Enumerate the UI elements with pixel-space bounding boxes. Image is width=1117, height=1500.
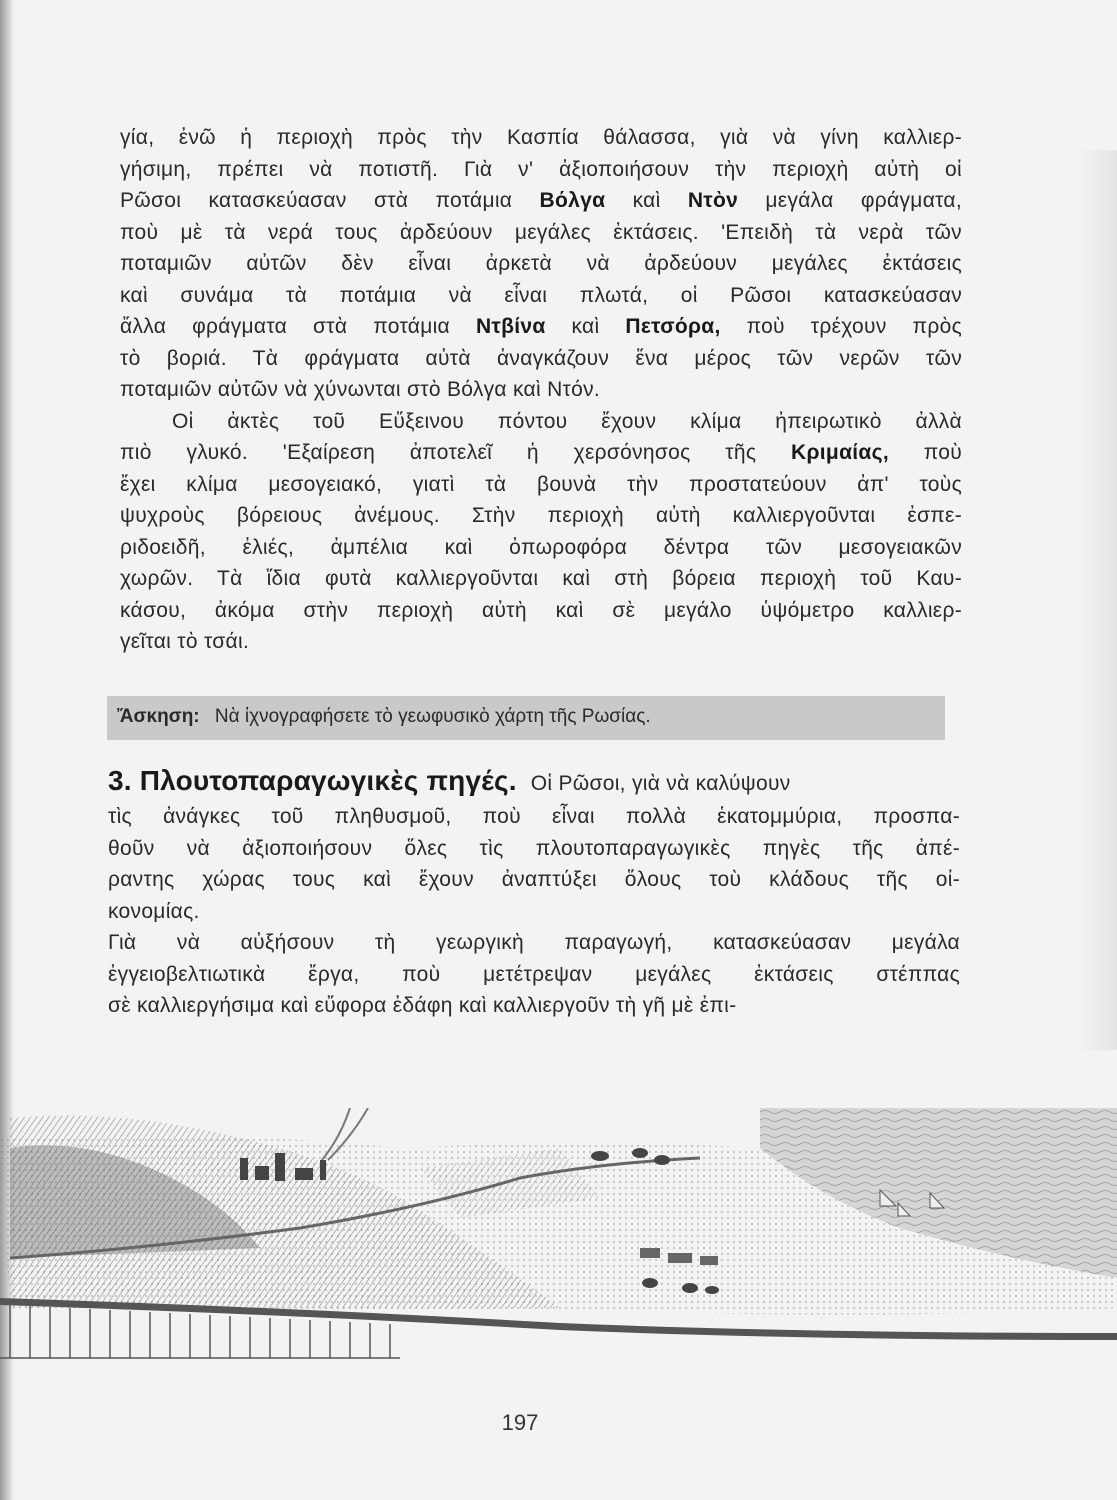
exercise-label: Ἄσκηση:	[117, 706, 200, 727]
section-paragraph-2	[108, 927, 960, 1022]
text-line: ραντης χώρας τους καὶ ἔχουν ἀναπτύξει ὅλους τοὺ κλάδους τῆς οἰ-	[108, 868, 960, 891]
text-line: ἄλλα φράγματα στὰ ποτάμια Ντβίνα καὶ Πετσόρα, ποὺ τρέχουν πρὸς	[120, 315, 962, 338]
text-line: γία, ἐνῶ ἡ περιοχὴ πρὸς τὴν Κασπία θάλασσα, γιὰ νὰ γίνη καλλιερ-	[120, 126, 962, 149]
text-line: κάσου, ἀκόμα στὴν περιοχὴ αὐτὴ καὶ σὲ μεγάλο ὑψόμετρο καλλιερ-	[120, 598, 962, 622]
section-natural-resources	[108, 765, 960, 1022]
page-number: 197	[501, 1410, 539, 1435]
text-line: τὸ βοριά. Τὰ φράγματα αὐτὰ ἀναγκάζουν ἕνα μέρος τῶν νερῶν τῶν	[120, 346, 962, 370]
text-line: Οἱ ἀκτὲς τοῦ Εὔξεινου πόντου ἔχουν κλίμα ἠπειρωτικὸ ἀλλὰ	[172, 409, 962, 433]
text-line: γήσιμη, πρέπει νὰ ποτιστῆ. Γιὰ ν' ἀξιοποιήσουν τὴν περιοχὴ αὐτὴ οἱ	[120, 157, 962, 181]
text-line: ποὺ μὲ τὰ νερά τους ἀρδεύουν μεγάλες ἐκτάσεις. 'Επειδὴ τὰ νερὰ τῶν	[120, 220, 962, 244]
main-text	[120, 122, 962, 658]
section-heading: 3. Πλουτοπαραγωγικὲς πηγές.	[108, 765, 517, 796]
section-paragraph-1	[108, 801, 960, 927]
text-line: ἐγγειοβελτιωτικὰ ἔργα, ποὺ μετέτρεψαν μεγάλες ἐκτάσεις στέππας	[108, 962, 960, 986]
text-line: ἔχει κλίμα μεσογειακό, γιατὶ τὰ βουνὰ τὴν προστατεύουν ἀπ' τοὺς	[120, 472, 962, 496]
section-heading-line	[108, 765, 960, 803]
text-line: σὲ καλλιεργήσιμα καὶ εὔφορα ἐδάφη καὶ καλλιεργοῦν τὴ γῆ μὲ ἐπι-	[108, 994, 737, 1017]
text-line: ψυχροὺς βόρειους ἀνέμους. Στὴν περιοχὴ αὐτὴ καλλιεργοῦνται ἐσπε-	[120, 504, 962, 527]
text-line: Ρῶσοι κατασκεύασαν στὰ ποτάμια Βόλγα καὶ Ντὸν μεγάλα φράγματα,	[120, 189, 963, 212]
section-first-line: Οἱ Ρῶσοι, γιὰ νὰ καλύψουν	[530, 772, 791, 795]
exercise-box	[107, 696, 945, 740]
bleed-through	[1077, 150, 1117, 1050]
text-line: Γιὰ νὰ αὐξήσουν τὴ γεωργικὴ παραγωγή, κατασκεύασαν μεγάλα	[108, 931, 960, 954]
paragraph-irrigation	[120, 122, 962, 406]
exercise-text: Νὰ ἰχνογραφήσετε τὸ γεωφυσικὸ χάρτη τῆς Ρωσίας.	[214, 706, 651, 727]
text-line: κονομίας.	[108, 899, 200, 923]
text-line: ποταμιῶν αὐτῶν δὲν εἶναι ἀρκετὰ νὰ ἀρδεύουν μεγάλες ἐκτάσεις	[120, 252, 962, 275]
text-line: ριδοειδῆ, ἐλιές, ἀμπέλια καὶ ὀπωροφόρα δέντρα τῶν μεσογειακῶν	[120, 535, 962, 559]
text-line: γεῖται τὸ τσάι.	[120, 630, 250, 653]
text-line: χωρῶν. Τὰ ἴδια φυτὰ καλλιεργοῦνται καὶ στὴ βόρεια περιοχὴ τοῦ Καυ-	[120, 567, 962, 590]
text-line: τὶς ἀνάγκες τοῦ πληθυσμοῦ, ποὺ εἶναι πολλὰ ἑκατομμύρια, προσπα-	[108, 805, 960, 828]
text-line: θοῦν νὰ ἀξιοποιήσουν ὅλες τὶς πλουτοπαραγωγικὲς πηγὲς τῆς ἀπέ-	[108, 836, 960, 860]
text-line: καὶ συνάμα τὰ ποτάμια νὰ εἶναι πλωτά, οἱ Ρῶσοι κατασκεύασαν	[120, 283, 962, 307]
landscape-illustration	[0, 1108, 1117, 1388]
text-line: ποταμιῶν αὐτῶν νὰ χύνωνται στὸ Βόλγα καὶ Ντόν.	[120, 378, 601, 401]
paragraph-black-sea-climate	[120, 406, 962, 658]
text-line: πιὸ γλυκό. 'Εξαίρεση ἀποτελεῖ ἡ χερσόνησος τῆς Κριμαίας, ποὺ	[120, 441, 962, 464]
